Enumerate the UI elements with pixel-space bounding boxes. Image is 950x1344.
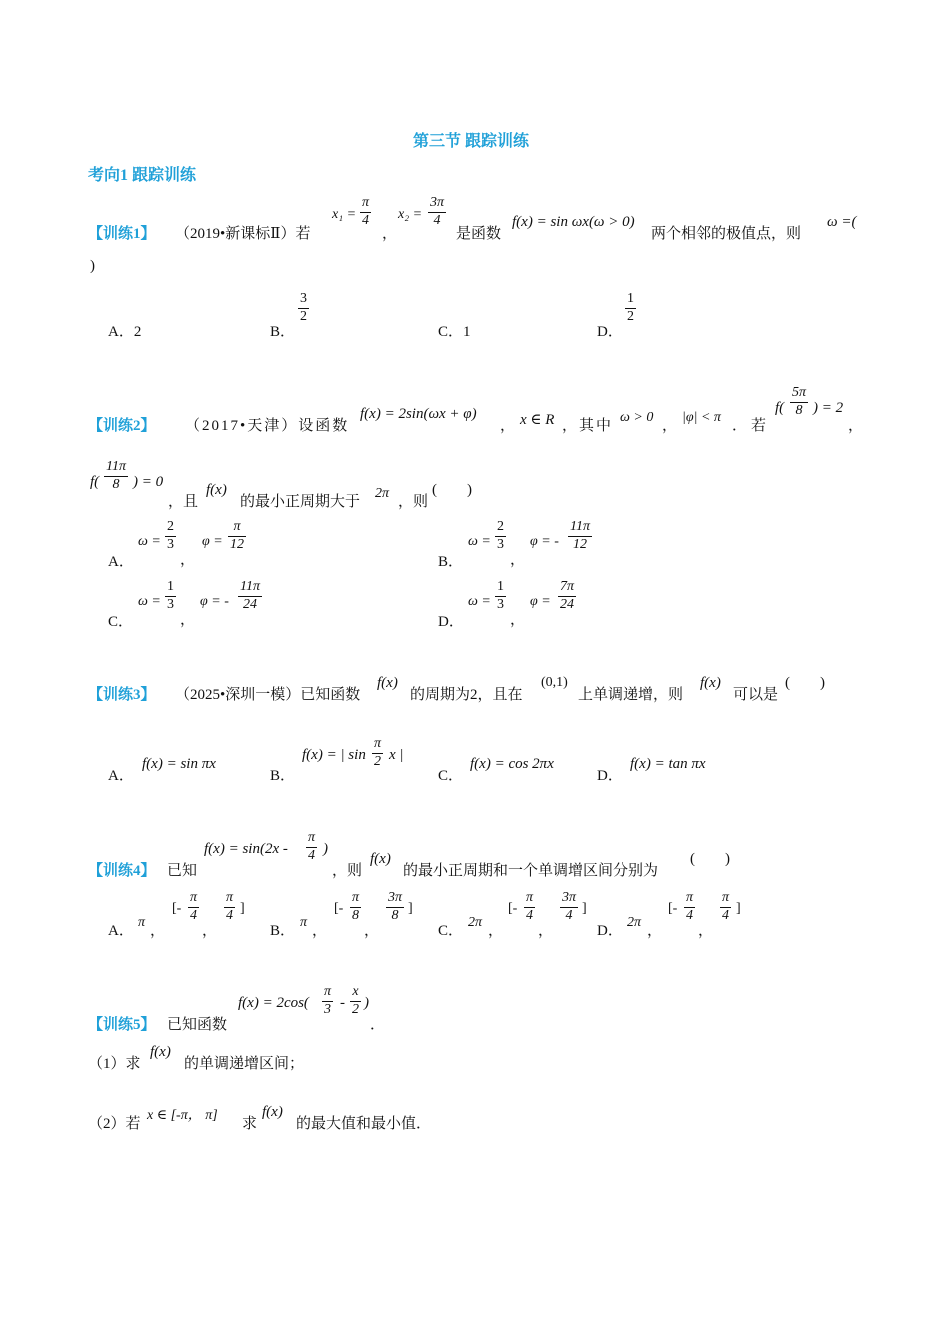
q5-sub1-b: 的单调递增区间； xyxy=(184,1056,305,1072)
q5-tag: 【训练5】 xyxy=(88,1017,156,1033)
q4-option-d-f2: $\frac{\pi}{4}$ xyxy=(722,890,730,923)
q5-func-f2: $\frac{x}{2}$ xyxy=(352,984,359,1017)
q2-two-pi: 2π xyxy=(375,486,390,501)
q2-option-c-comma: ， xyxy=(180,612,196,628)
q1-close: ) xyxy=(90,258,95,274)
q3-option-b-pre: f(x) = | sin xyxy=(302,747,366,763)
q4-option-d-l: [- xyxy=(668,901,678,916)
q4-option-b-r: ] xyxy=(408,901,413,916)
q4-option-d-label: D． xyxy=(597,923,623,939)
q4-option-a-c2: ， xyxy=(202,923,218,939)
q2-option-a-comma: ， xyxy=(180,552,196,568)
q2-fx: f(x) xyxy=(206,482,227,498)
q2-option-b-label: B． xyxy=(438,554,464,570)
q4-option-b-f1: $\frac{\pi}{8}$ xyxy=(352,890,360,923)
q4-option-d-r: ] xyxy=(736,901,741,916)
q4-option-a-t: π xyxy=(138,915,146,930)
q2-x-in-r: x ∈ R xyxy=(520,412,555,428)
q4-text0: 已知 xyxy=(167,863,198,879)
q4-tag: 【训练4】 xyxy=(88,863,156,879)
q1-source: （2019•新课标Ⅱ）若 xyxy=(175,226,311,242)
q4-option-a-l: [- xyxy=(172,901,182,916)
q4-option-a-c1: ， xyxy=(150,923,166,939)
q2-option-a-w: ω = xyxy=(138,534,161,549)
q5-sub1-a: （1）求 xyxy=(88,1056,141,1072)
q2-text3: ，且 xyxy=(168,494,199,510)
q3-option-b-frac: $\frac{\pi}{2}$ xyxy=(374,736,382,769)
q1-x1-frac: $\frac{\pi}{4}$ xyxy=(362,195,370,228)
q3-paren: ( ) xyxy=(785,675,825,691)
q2-option-b-wfrac: $\frac{2}{3}$ xyxy=(497,519,504,552)
q3-option-b-post: x | xyxy=(389,747,404,763)
q4-option-c-c1: ， xyxy=(488,923,504,939)
q4-option-a-r: ] xyxy=(240,901,245,916)
q2-option-b-comma: ， xyxy=(510,552,526,568)
q4-option-a-f1: $\frac{\pi}{4}$ xyxy=(190,890,198,923)
q4-option-b-c1: ， xyxy=(312,923,328,939)
q2-option-d-p: φ = xyxy=(530,594,551,609)
q2-option-b-w: ω = xyxy=(468,534,491,549)
q4-option-c-l: [- xyxy=(508,901,518,916)
q4-option-c-f1: $\frac{\pi}{4}$ xyxy=(526,890,534,923)
q2-option-c-p: φ = - xyxy=(200,594,229,609)
q4-text1: ，则 xyxy=(332,863,363,879)
q4-option-b-t: π xyxy=(300,915,308,930)
q2-f11-a: f( xyxy=(90,474,100,490)
q4-option-b-l: [- xyxy=(334,901,344,916)
q2-phi-cond: |φ| < π xyxy=(682,410,721,425)
q2-option-a-p: φ = xyxy=(202,534,223,549)
q5-func-pre: f(x) = 2cos( xyxy=(238,995,309,1011)
q4-text2: 的最小正周期和一个单调增区间分别为 xyxy=(403,863,659,879)
q2-option-a-wfrac: $\frac{2}{3}$ xyxy=(167,519,174,552)
q5-sub2-b: 求 xyxy=(242,1116,258,1132)
q1-option-c: C．1 xyxy=(438,324,471,340)
q2-tag: 【训练2】 xyxy=(88,418,156,434)
q4-func-frac: $\frac{\pi}{4}$ xyxy=(308,830,316,863)
q4-option-b-label: B． xyxy=(270,923,296,939)
q2-text2: ．若 xyxy=(732,418,771,434)
q5-sub2-a: （2）若 xyxy=(88,1116,141,1132)
q5-sub2-cond: x ∈ [-π， π] xyxy=(147,1108,218,1123)
q1-text1: 是函数 xyxy=(456,226,502,242)
page-title: 第三节 跟踪训练 xyxy=(413,133,530,150)
q5-text0: 已知函数 xyxy=(167,1017,228,1033)
q2-option-b-pfrac: $\frac{11\pi}{12}$ xyxy=(570,519,590,552)
q3-interval: (0,1) xyxy=(541,675,568,690)
q2-option-c-w: ω = xyxy=(138,594,161,609)
q4-option-d-t: 2π xyxy=(627,915,642,930)
q4-option-c-label: C． xyxy=(438,923,464,939)
q2-option-d-comma: ， xyxy=(510,612,526,628)
q2-text4: 的最小正周期大于 xyxy=(240,494,361,510)
q3-tag: 【训练3】 xyxy=(88,687,156,703)
q3-option-c: f(x) = cos 2πx xyxy=(470,756,554,772)
q1-x2: x₂ = xyxy=(398,207,423,222)
q3-option-d: f(x) = tan πx xyxy=(630,756,706,772)
q1-option-d-frac: $\frac{1}{2}$ xyxy=(627,291,634,324)
q2-comma2: ， xyxy=(662,418,678,434)
q2-option-a-pfrac: $\frac{\pi}{12}$ xyxy=(230,519,244,552)
q4-option-c-f2: $\frac{3\pi}{4}$ xyxy=(562,890,577,923)
q1-option-d-label: D． xyxy=(597,324,623,340)
q1-x2-frac: $\frac{3\pi}{4}$ xyxy=(430,195,445,228)
q3-source: （2025•深圳一模）已知函数 xyxy=(175,687,361,703)
q4-option-b-c2: ， xyxy=(364,923,380,939)
q5-func-mid: - xyxy=(340,995,345,1011)
q1-option-b-label: B． xyxy=(270,324,296,340)
q2-option-d-wfrac: $\frac{1}{3}$ xyxy=(497,579,504,612)
q2-option-d-label: D． xyxy=(438,614,464,630)
q5-func-post: ) xyxy=(364,995,369,1011)
q1-comma: ， xyxy=(382,226,398,242)
q4-fx: f(x) xyxy=(370,851,391,867)
q5-sub2-c: 的最大值和最小值． xyxy=(296,1116,432,1132)
q3-option-b-label: B． xyxy=(270,768,296,784)
q2-comma1: ， xyxy=(500,418,516,434)
q4-option-d-f1: $\frac{\pi}{4}$ xyxy=(686,890,694,923)
q4-option-a-label: A． xyxy=(108,923,134,939)
q2-source: （2017•天津）设函数 xyxy=(185,418,350,434)
q4-paren: ( ) xyxy=(690,851,730,867)
q1-omega: ω =( xyxy=(827,214,857,230)
q2-text1: ，其中 xyxy=(562,418,614,434)
q2-option-d-w: ω = xyxy=(468,594,491,609)
q4-option-a-f2: $\frac{\pi}{4}$ xyxy=(226,890,234,923)
section-heading: 考向1 跟踪训练 xyxy=(88,167,197,184)
q2-f5-a: f( xyxy=(775,400,785,416)
q5-sub1-fx: f(x) xyxy=(150,1044,171,1060)
q4-func-post: ) xyxy=(323,841,328,857)
q4-option-d-c2: ， xyxy=(698,923,714,939)
q3-option-d-label: D． xyxy=(597,768,623,784)
q3-fx1: f(x) xyxy=(377,675,398,691)
q4-option-b-f2: $\frac{3\pi}{8}$ xyxy=(388,890,403,923)
q5-period: ． xyxy=(370,1017,386,1033)
q1-option-b-frac: $\frac{3}{2}$ xyxy=(300,291,307,324)
q2-f5-b: ) = 2 xyxy=(813,400,844,416)
q2-option-a-label: A． xyxy=(108,554,134,570)
q1-x1: x₁ = xyxy=(332,207,357,222)
q1-text2: 两个相邻的极值点，则 xyxy=(651,226,802,242)
q3-option-a-label: A． xyxy=(108,768,134,784)
q3-option-a: f(x) = sin πx xyxy=(142,756,216,772)
q4-option-d-c1: ， xyxy=(647,923,663,939)
q2-f11-b: ) = 0 xyxy=(133,474,164,490)
q4-func-pre: f(x) = sin(2x - xyxy=(204,841,288,857)
q2-paren: ( ) xyxy=(432,482,472,498)
q2-func: f(x) = 2sin(ωx + φ) xyxy=(360,406,477,422)
q3-text3: 可以是 xyxy=(733,687,779,703)
q2-f11-frac: $\frac{11\pi}{8}$ xyxy=(106,459,126,492)
q4-option-c-r: ] xyxy=(582,901,587,916)
q2-omega-cond: ω > 0 xyxy=(620,410,654,425)
q4-option-c-t: 2π xyxy=(468,915,483,930)
q2-text5: ，则 xyxy=(398,494,429,510)
q5-func-f1: $\frac{\pi}{3}$ xyxy=(324,984,332,1017)
q2-option-b-p: φ = - xyxy=(530,534,559,549)
q2-option-c-wfrac: $\frac{1}{3}$ xyxy=(167,579,174,612)
q2-option-d-pfrac: $\frac{7\pi}{24}$ xyxy=(560,579,575,612)
q1-option-a: A．2 xyxy=(108,324,142,340)
q1-func: f(x) = sin ωx(ω > 0) xyxy=(512,214,635,230)
q3-option-c-label: C． xyxy=(438,768,464,784)
q4-option-c-c2: ， xyxy=(538,923,554,939)
q2-option-c-pfrac: $\frac{11\pi}{24}$ xyxy=(240,579,260,612)
q3-fx2: f(x) xyxy=(700,675,721,691)
q5-sub2-fx: f(x) xyxy=(262,1104,283,1120)
q3-text1: 的周期为2，且在 xyxy=(410,687,523,703)
q2-comma3: ， xyxy=(848,418,864,434)
q1-tag: 【训练1】 xyxy=(88,226,156,242)
q2-option-c-label: C． xyxy=(108,614,134,630)
q2-f5-frac: $\frac{5\pi}{8}$ xyxy=(792,385,807,418)
q3-text2: 上单调递增，则 xyxy=(578,687,684,703)
